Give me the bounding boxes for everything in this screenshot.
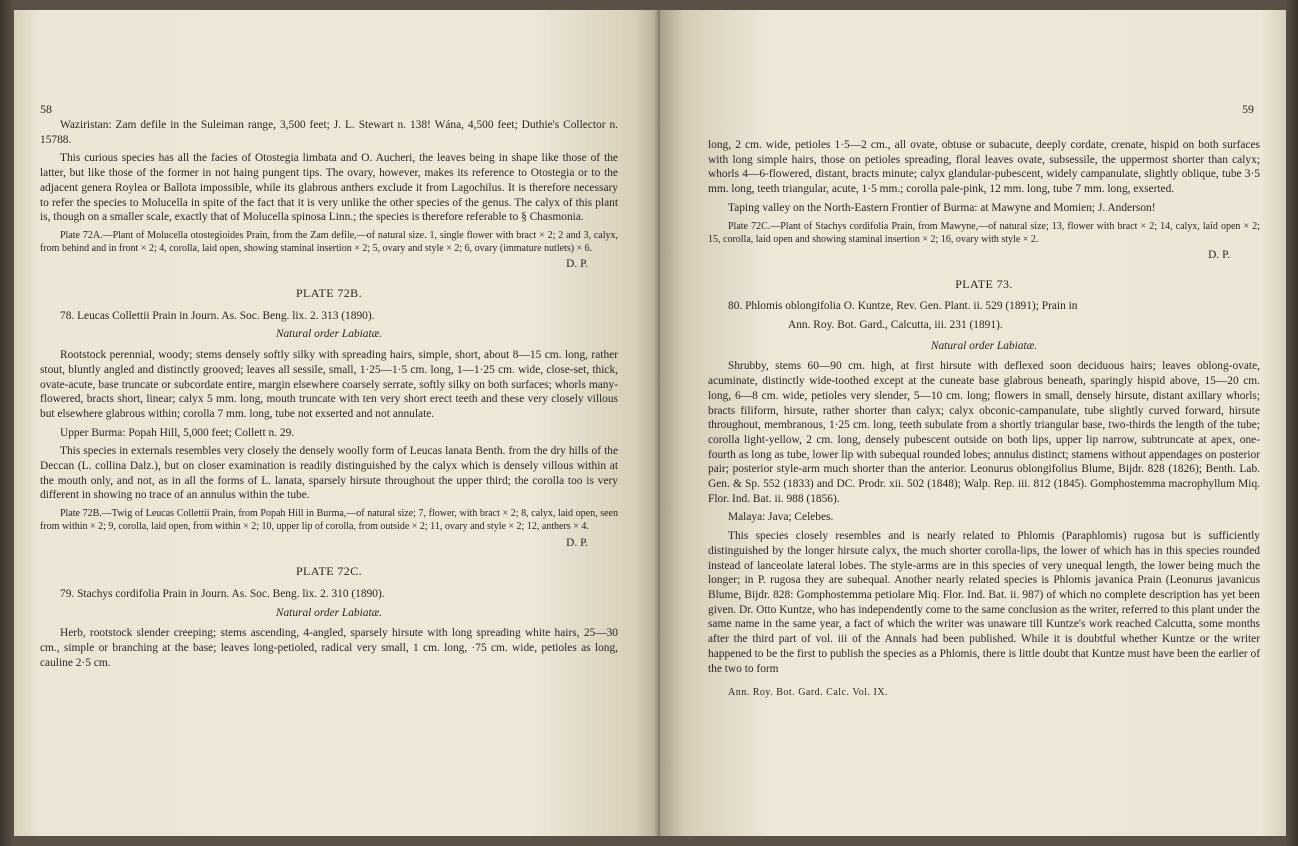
- left-page-text: [40, 118, 618, 675]
- caption-plate-72b: Plate 72B.—Twig of Leucas Collettii Prain, from Popah Hill in Burma,—of natural size; 7, flower, with bract × 2; 8, calyx, laid open, seen from within × 2; 9, corolla, laid open, from within × 2; 10, upper lip of corolla, from outside × 2; 11, ovary and style × 2; 12, anthers × 4.: [40, 508, 618, 533]
- title-phlomis-line2: Ann. Roy. Bot. Gard., Calcutta, iii. 231 (1891).: [788, 319, 1003, 332]
- description-stachys: Herb, rootstock slender creeping; stems ascending, 4-angled, sparsely hirsute with long spreading white hairs, 25—30 cm., simple or branching at the base; leaves long-petioled, radical very small, 1 cm. long, ·75 cm. wide, petioles as long, cauline 2·5 cm.: [40, 627, 618, 669]
- caption-plate-72c: Plate 72C.—Plant of Stachys cordifolia Prain, from Mawyne,—of natural size; 13, flower with bract × 2; 14, calyx, laid open × 2; 15, corolla, laid open and showing staminal insertion × 2; 16, ovary with style × 2.: [708, 220, 1260, 245]
- page-number-left: 58: [40, 102, 52, 116]
- signature-72b: D. P.: [566, 536, 588, 549]
- heading-plate-72b: PLATE 72B.: [295, 286, 362, 301]
- description-phlomis: Shrubby, stems 60—90 cm. high, at first hirsute with deflexed soon deciduous hairs; leaves oblong-ovate, acuminate, distinctly wide-toothed except at the cuneate base glabrous beneath, sparingly hispid above, 15—20 cm. long, 6—8 cm. wide, petioles very slender, 5—10 cm. long; flowers in small, densely hirsute, distant axillary whorls; bracts filiform, hirsute, rather shorter than calyx; calyx obconic-campanulate, tube slightly curved forward, hirsute throughout, membranous, 1·25 cm. long, teeth subulate from a shortly triangular base, two-thirds the length of the tube; corolla light-yellow, 2 cm. long, densely pubescent outside on both lips, upper lip narrow, subtruncate at apex, one-fourth as long as tube, lower lip with subequal rounded lobes; annulus distinct; stamens without appendages on posterior pair; posterior style-arm much shorter than the anterior. Leonurus oblongifolius Blume, Bijdr. 828 (1826); Benth. Lab. Gen. & Sp. 552 (1833) and DC. Prodr. xii. 502 (1848); Walp. Rep. iii. 812 (1845). Gomphostemma macrophyllum Miq. Flor. Ind. Bat. ii. 988 (1856).: [708, 360, 1260, 505]
- paragraph-curious-species: This curious species has all the facies of Otostegia limbata and O. Aucheri, the leaves being in shape like those of the latter, but like those of the former in not haing pungent tips. The ovary, however, makes its reference to Otostegia or to the adjacent genera Roylea or Ballota impossible, while its glabrous anthers exclude it from Lagochilus. It is therefore necessary to refer the species to Molucella in spite of the fact that it is very unlike the other species of the genus. The calyx of this plant is, though on a smaller scale, exactly that of Molucella spinosa Linn.; the species is therefore referable to § Chasmonia.: [40, 152, 618, 224]
- heading-plate-72c: PLATE 72C.: [295, 564, 362, 579]
- page-footer: Ann. Roy. Bot. Gard. Calc. Vol. IX.: [728, 687, 889, 699]
- right-page-text: [708, 138, 1260, 701]
- heading-plate-73: PLATE 73.: [955, 276, 1013, 291]
- title-leucas-collettii: 78. Leucas Collettii Prain in Journ. As. Soc. Beng. lix. 2. 313 (1890).: [60, 309, 375, 322]
- caption-plate-72a: Plate 72A.—Plant of Molucella otostegioides Prain, from the Zam defile,—of natural size. 1, single flower with bract × 2; 2 and 3, calyx, from behind and in front × 2; 4, corolla, laid open, showing staminal insertion × 2; 5, ovary and style × 2; 6, ovary (immature nutlets) × 6.: [40, 229, 618, 255]
- description-leucas: Rootstock perennial, woody; stems densely softly silky with spreading hairs, simple, short, about 8—15 cm. long, rather stout, bluntly angled and distinctly grooved; leaves all sessile, small, 1·25—1·5 cm. long, 1—1·25 cm. wide, close-set, thick, ovate-acute, base truncate or subcordate entire, margin elsewhere coarsely serrate, softly silky on both surfaces; whorls many-flowered, bracts short, linear; calyx 5 mm. long, mouth truncate with ten very short erect teeth and these very closely villous but elsewhere glabrous within; corolla 7 mm. long, tube not exserted and not annulate.: [40, 349, 618, 420]
- page-number-right: 59: [1242, 102, 1254, 116]
- signature-72c: D. P.: [1208, 248, 1230, 261]
- right-page: [660, 10, 1286, 836]
- locality-upper-burma: Upper Burma: Popah Hill, 5,000 feet; Collett n. 29.: [60, 426, 295, 439]
- locality-malaya: Malaya: Java; Celebes.: [728, 511, 834, 524]
- signature-72a: D. P.: [566, 258, 588, 271]
- natural-order-72c: Natural order Labiatæ.: [275, 606, 383, 619]
- locality-taping-valley: Taping valley on the North-Eastern Frontier of Burma: at Mawyne and Momien; J. Anderson!: [728, 201, 1156, 214]
- paragraph-phlomis-discussion: This species closely resembles and is nearly related to Phlomis (Paraphlomis) rugosa but is sufficiently distinguished by the longer hirsute calyx, the much shorter corolla-lips, the lower of which has in this species rounded instead of lanceolate lateral lobes. The style-arms are in this species of very unequal length, the lower being much the longer; in P. rugosa they are subequal. Another nearly related species is Phlomis javanica Prain (Leonurus javanicus Blume, Bijdr. 828: Gomphostemma petiolare Miq. Flor. Ind. Bat. ii. 987) of which no complete description has yet been given. Dr. Otto Kuntze, who has independently come to the same conclusion as the writer, referred to this plant under the same name in the same year, a fact of which the writer was unaware till Kuntze's work reached Calcutta, some months after the third part of vol. iii of the Annals had been published. While it is doubtful whether Kuntze or the writer happened to be the first to publish the species as a Phlomis, there is little doubt that Kuntze must have been the earlier of the two to form: [708, 530, 1260, 675]
- left-page: [14, 10, 659, 836]
- paragraph-externals: This species in externals resembles very closely the densely woolly form of Leucas lanata Benth. from the dry hills of the Deccan (L. collina Dalz.), but on closer examination is readily distinguished by the calyx which is densely villous within at the mouth only, and not, as in all the forms of L. lanata, sparsely hirsute throughout the upper third; the corolla too is very different in showing no trace of an annulus within the tube.: [40, 445, 618, 502]
- title-stachys-cordifolia: 79. Stachys cordifolia Prain in Journ. As. Soc. Beng. lix. 2. 310 (1890).: [60, 587, 385, 600]
- paragraph-waziristan: Waziristan: Zam defile in the Suleiman range, 3,500 feet; J. L. Stewart n. 138! Wána, 4,500 feet; Duthie's Collector n. 15788.: [40, 119, 618, 146]
- natural-order-72b: Natural order Labiatæ.: [275, 328, 383, 341]
- paragraph-stachys-continued: long, 2 cm. wide, petioles 1·5—2 cm., all ovate, obtuse or subacute, deeply cordate, crenate, hispid on both surfaces with long simple hairs, those on petioles spreading, floral leaves ovate, subsessile, the uppermost shorter than calyx; whorls 4—6-flowered, distant, bracts minute; calyx glandular-pubescent, widely campanulate, slightly oblique, tube 3·5 mm. long, teeth triangular, acute, 1·5 mm.; corolla pale-pink, 12 mm. long, tube 7 mm. long, exserted.: [708, 139, 1260, 196]
- natural-order-73: Natural order Labiatæ.: [930, 339, 1038, 352]
- title-phlomis-line1: 80. Phlomis oblongifolia O. Kuntze, Rev. Gen. Plant. ii. 529 (1891); Prain in: [728, 300, 1078, 313]
